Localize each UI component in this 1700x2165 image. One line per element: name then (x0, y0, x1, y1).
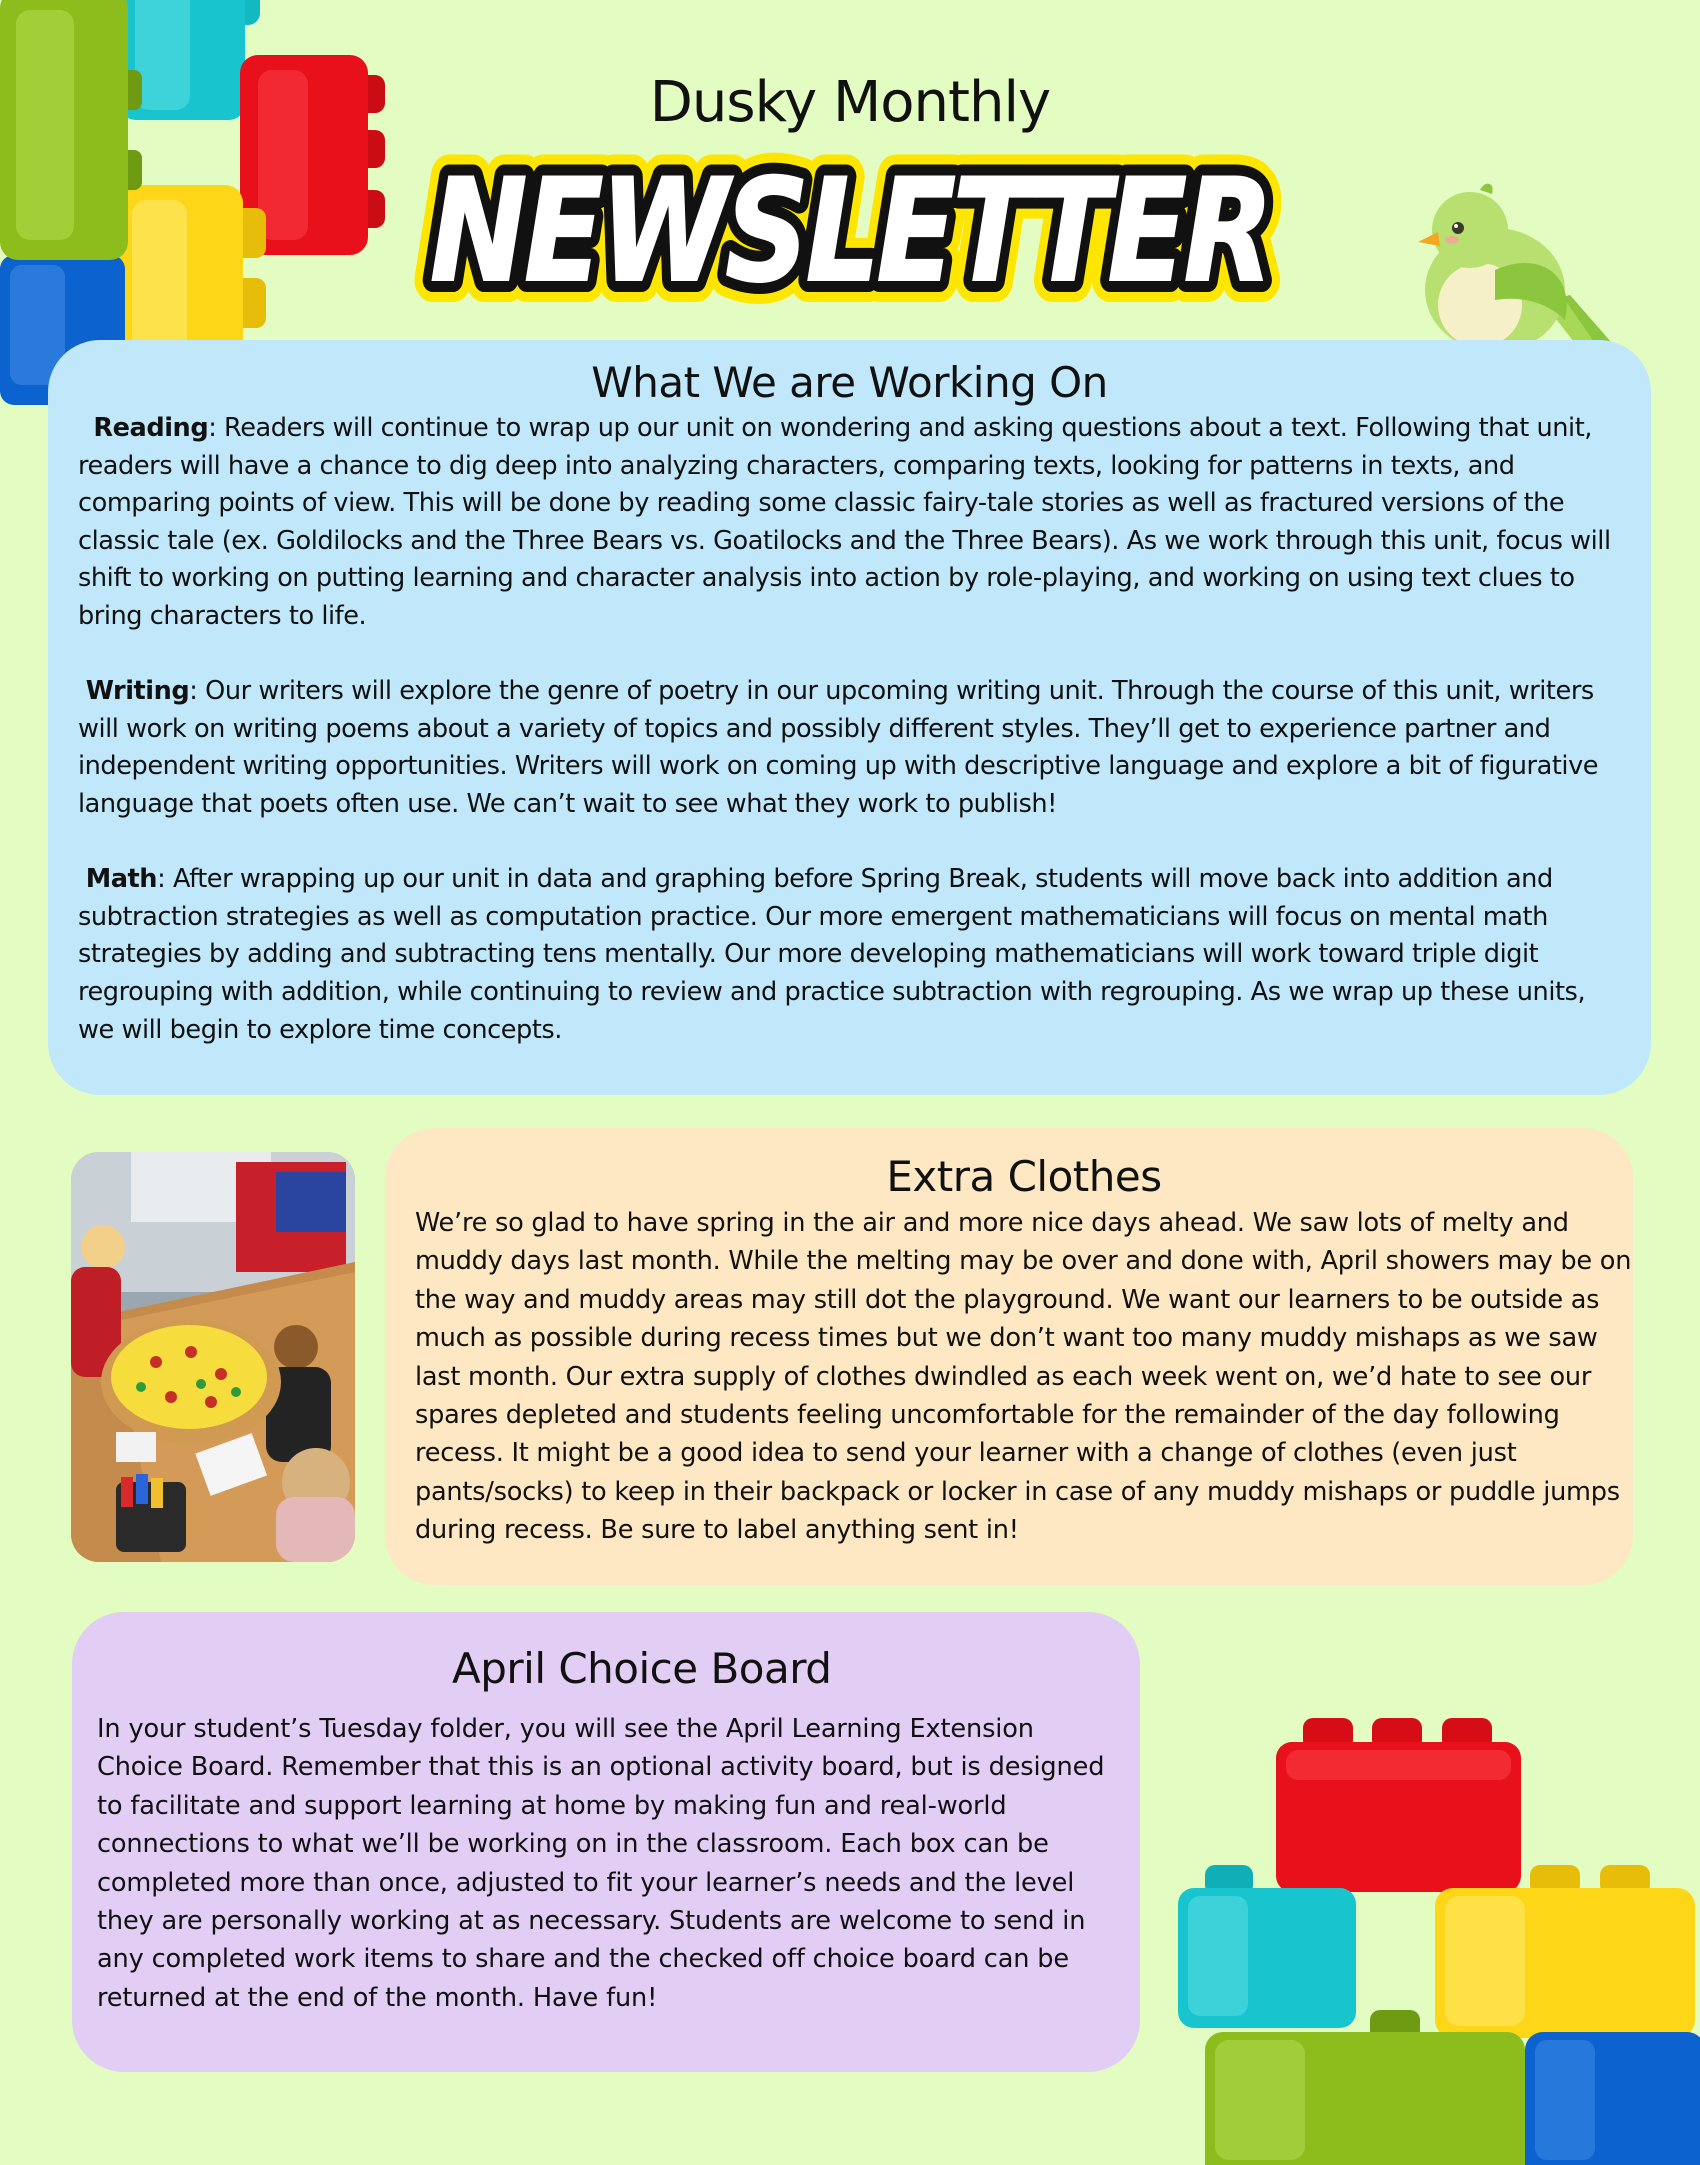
math-label: Math (85, 864, 158, 895)
writing-label: Writing (85, 676, 190, 707)
writing-text: : Our writers will explore the genre of poetry in our upcoming writing unit. Through the course of this unit, writers will work on writing poems about a variety of topics and possibly different styles. They’ll get to experience partner and independent writing opportunities. Writers will work on coming up with descriptive language and explore a bit of figurative language that poets often use. We can’t wait to see what they work to publish! (78, 676, 1599, 819)
choice-board-text: In your student’s Tuesday folder, you will see the April Learning Extension Choice Board. Remember that this is an optional activity board, but is designed to facilitate and support learning at home by making fun and real-world connections to what we’ll be working on in the classroom. Each box can be completed more than once, adjusted to fit your learner’s needs and the level they are personally working at as necessary. Students are welcome to send in any completed work items to share and the checked off choice board can be returned at the end of the month. Have fun! (97, 1714, 1105, 2013)
extra-clothes-section (385, 1128, 1633, 1585)
reading-text: : Readers will continue to wrap up our unit on wondering and asking questions about a text. Following that unit, readers will have a chance to dig deep into analyzing characters, comparing texts, looking for patterns in texts, and comparing points of view. This will be done by reading some classic fairy-tale stories as well as fractured versions of the classic tale (ex. Goldilocks and the Three Bears vs. Goatilocks and the Three Bears). As we work through this unit, focus will shift to working on putting learning and character analysis into action by role-playing, and working on using text clues to bring characters to life. (78, 413, 1611, 631)
math-text: : After wrapping up our unit in data and graphing before Spring Break, students will move back into addition and subtraction strategies as well as computation practice. Our more emergent mathematicians will focus on mental math strategies by adding and subtracting tens mentally. Our more developing mathematicians will work toward triple digit regrouping with addition, while continuing to review and practice subtraction with regrouping. As we wrap up these units, we will begin to explore time concepts. (78, 864, 1586, 1045)
extra-clothes-heading: Extra Clothes (886, 1152, 1162, 1201)
bottom-right-bricks-decoration (1170, 1710, 1700, 2165)
red-brick-top (1276, 1718, 1521, 1892)
svg-text:NEWSLETTER: NEWSLETTER (430, 150, 1270, 314)
blue-brick-bottom (1525, 2032, 1700, 2165)
choice-board-heading: April Choice Board (452, 1644, 832, 1693)
svg-text:NEWSLETTER: NEWSLETTER (430, 150, 1270, 314)
classroom-photo (71, 1152, 355, 1562)
choice-board-section (72, 1612, 1140, 2072)
math-paragraph (78, 861, 1621, 1049)
working-on-heading: What We are Working On (591, 358, 1108, 407)
svg-text:NEWSLETTER: NEWSLETTER (430, 150, 1270, 314)
working-on-section (48, 340, 1651, 1095)
extra-clothes-text: We’re so glad to have spring in the air and more nice days ahead. We saw lots of melty and muddy days last month. While the melting may be over and done with, April showers may be on the way and muddy areas may still dot the playground. We want our learners to be outside as much as possible during recess times but we don’t want too many muddy mishaps as we saw last month. Our extra supply of clothes dwindled as each week went on, we’d hate to see our spares depleted and students feeling uncomfortable for the remainder of the day following recess. It might be a good idea to send your learner with a change of clothes (even just pants/socks) to keep in their backpack or locker in case of any muddy mishaps or puddle jumps during recess. Be sure to label anything sent in! (415, 1208, 1632, 1546)
green-brick-bottom (1205, 2010, 1525, 2165)
newsletter-title (395, 150, 1305, 320)
yellow-brick-right (1435, 1865, 1695, 2038)
reading-paragraph (78, 410, 1621, 636)
writing-paragraph (78, 673, 1621, 823)
newsletter-subtitle: Dusky Monthly (649, 70, 1051, 135)
reading-label: Reading (93, 413, 209, 443)
cyan-brick-left (1178, 1865, 1356, 2028)
